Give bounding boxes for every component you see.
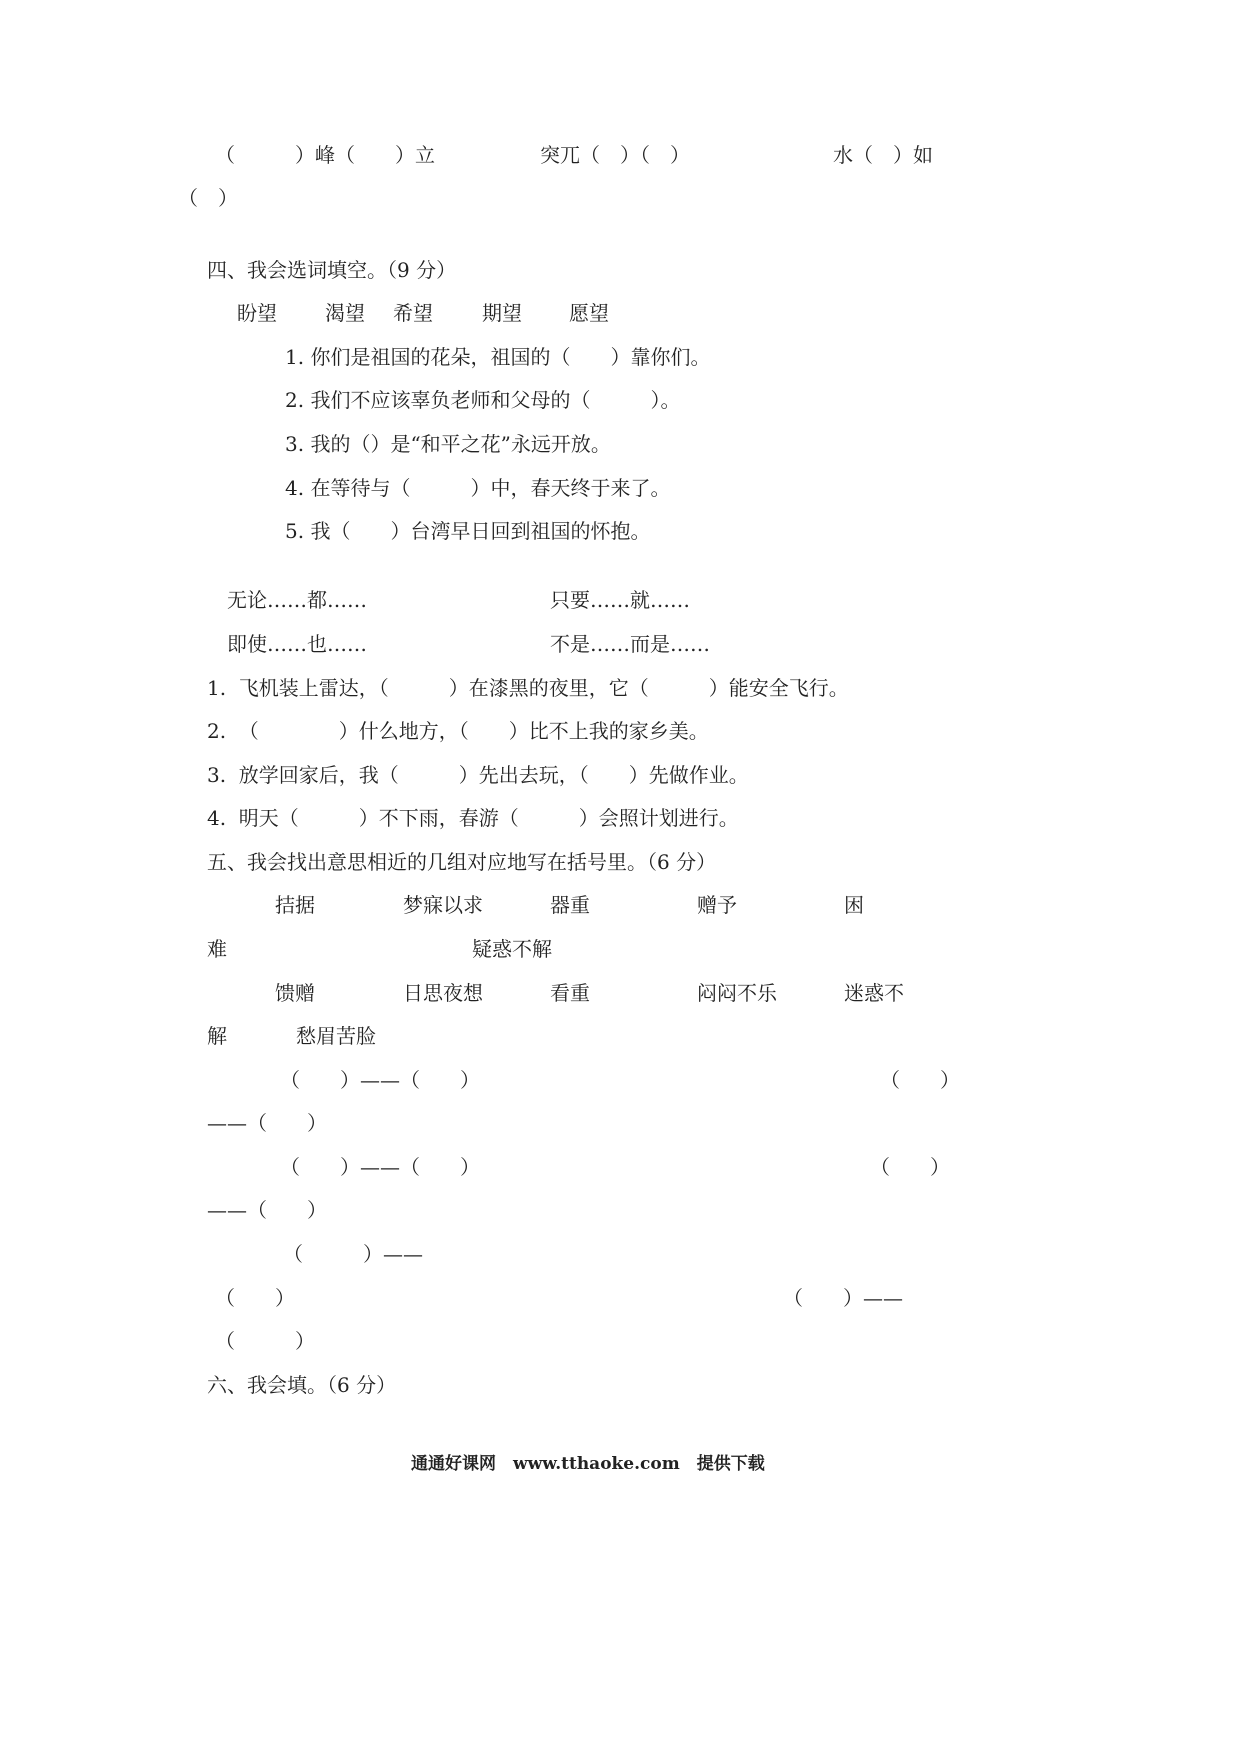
synonym-word: 馈赠 bbox=[275, 981, 315, 1005]
section-6-title: 六、我会填。（6 分） bbox=[207, 1373, 397, 1397]
conjunction-option: 无论……都…… bbox=[227, 588, 367, 612]
synonym-word: 梦寐以求 bbox=[403, 893, 483, 917]
conjunction-item: 4. 明天（ ）不下雨，春游（ ）会照计划进行。 bbox=[207, 806, 739, 830]
synonym-word: 拮据 bbox=[275, 893, 315, 917]
idiom-blank-3: 水（ ）如 bbox=[833, 143, 933, 167]
section-4-title: 四、我会选词填空。（9 分） bbox=[207, 258, 457, 282]
synonym-word: 解 bbox=[207, 1024, 227, 1048]
answer-pair: （ ）—— bbox=[783, 1286, 903, 1310]
word-option: 盼望 bbox=[237, 301, 277, 325]
synonym-word: 疑惑不解 bbox=[472, 937, 552, 961]
synonym-word: 困 bbox=[844, 893, 864, 917]
answer-pair: （ ） bbox=[870, 1155, 950, 1179]
answer-pair: ——（ ） bbox=[207, 1198, 327, 1222]
section-5-title: 五、我会找出意思相近的几组对应地写在括号里。（6 分） bbox=[207, 850, 717, 874]
conjunction-item: 2. （ ）什么地方，（ ）比不上我的家乡美。 bbox=[207, 719, 709, 743]
synonym-word: 看重 bbox=[550, 981, 590, 1005]
word-option: 渴望 bbox=[325, 301, 365, 325]
conjunction-item: 1. 飞机装上雷达，（ ）在漆黑的夜里，它（ ）能安全飞行。 bbox=[207, 676, 849, 700]
answer-pair: （ ）——（ ） bbox=[280, 1068, 480, 1092]
synonym-word: 闷闷不乐 bbox=[697, 981, 777, 1005]
answer-pair: （ ）——（ ） bbox=[280, 1155, 480, 1179]
word-option: 期望 bbox=[482, 301, 522, 325]
word-option: 愿望 bbox=[569, 301, 609, 325]
synonym-word: 器重 bbox=[550, 893, 590, 917]
conjunction-option: 即使……也…… bbox=[227, 632, 367, 656]
answer-pair: （ ） bbox=[215, 1329, 315, 1353]
idiom-blank-1: （ ）峰（ ）立 bbox=[215, 143, 435, 167]
fill-item: 3. 我的（）是“和平之花”永远开放。 bbox=[285, 432, 611, 456]
fill-item: 1. 你们是祖国的花朵，祖国的（ ）靠你们。 bbox=[285, 345, 711, 369]
conjunction-item: 3. 放学回家后，我（ ）先出去玩，（ ）先做作业。 bbox=[207, 763, 749, 787]
conjunction-option: 只要……就…… bbox=[550, 588, 690, 612]
synonym-word: 赠予 bbox=[697, 893, 737, 917]
answer-pair: ——（ ） bbox=[207, 1111, 327, 1135]
answer-pair: （ ） bbox=[215, 1286, 295, 1310]
answer-pair: （ ） bbox=[880, 1068, 960, 1092]
synonym-word: 愁眉苦脸 bbox=[296, 1024, 376, 1048]
idiom-blank-2: 突兀（ ）（ ） bbox=[540, 143, 690, 167]
fill-item: 4. 在等待与（ ）中，春天终于来了。 bbox=[285, 476, 671, 500]
footer-credit: 通通好课网 www.tthaoke.com 提供下载 bbox=[411, 1454, 765, 1474]
conjunction-option: 不是……而是…… bbox=[550, 632, 710, 656]
idiom-blank-3-wrap: （ ） bbox=[178, 186, 238, 210]
synonym-word: 难 bbox=[207, 937, 227, 961]
fill-item: 2. 我们不应该辜负老师和父母的（ ）。 bbox=[285, 388, 681, 412]
word-option: 希望 bbox=[393, 301, 433, 325]
synonym-word: 日思夜想 bbox=[403, 981, 483, 1005]
answer-pair: （ ）—— bbox=[283, 1242, 423, 1266]
fill-item: 5. 我（ ）台湾早日回到祖国的怀抱。 bbox=[285, 519, 651, 543]
synonym-word: 迷惑不 bbox=[844, 981, 904, 1005]
